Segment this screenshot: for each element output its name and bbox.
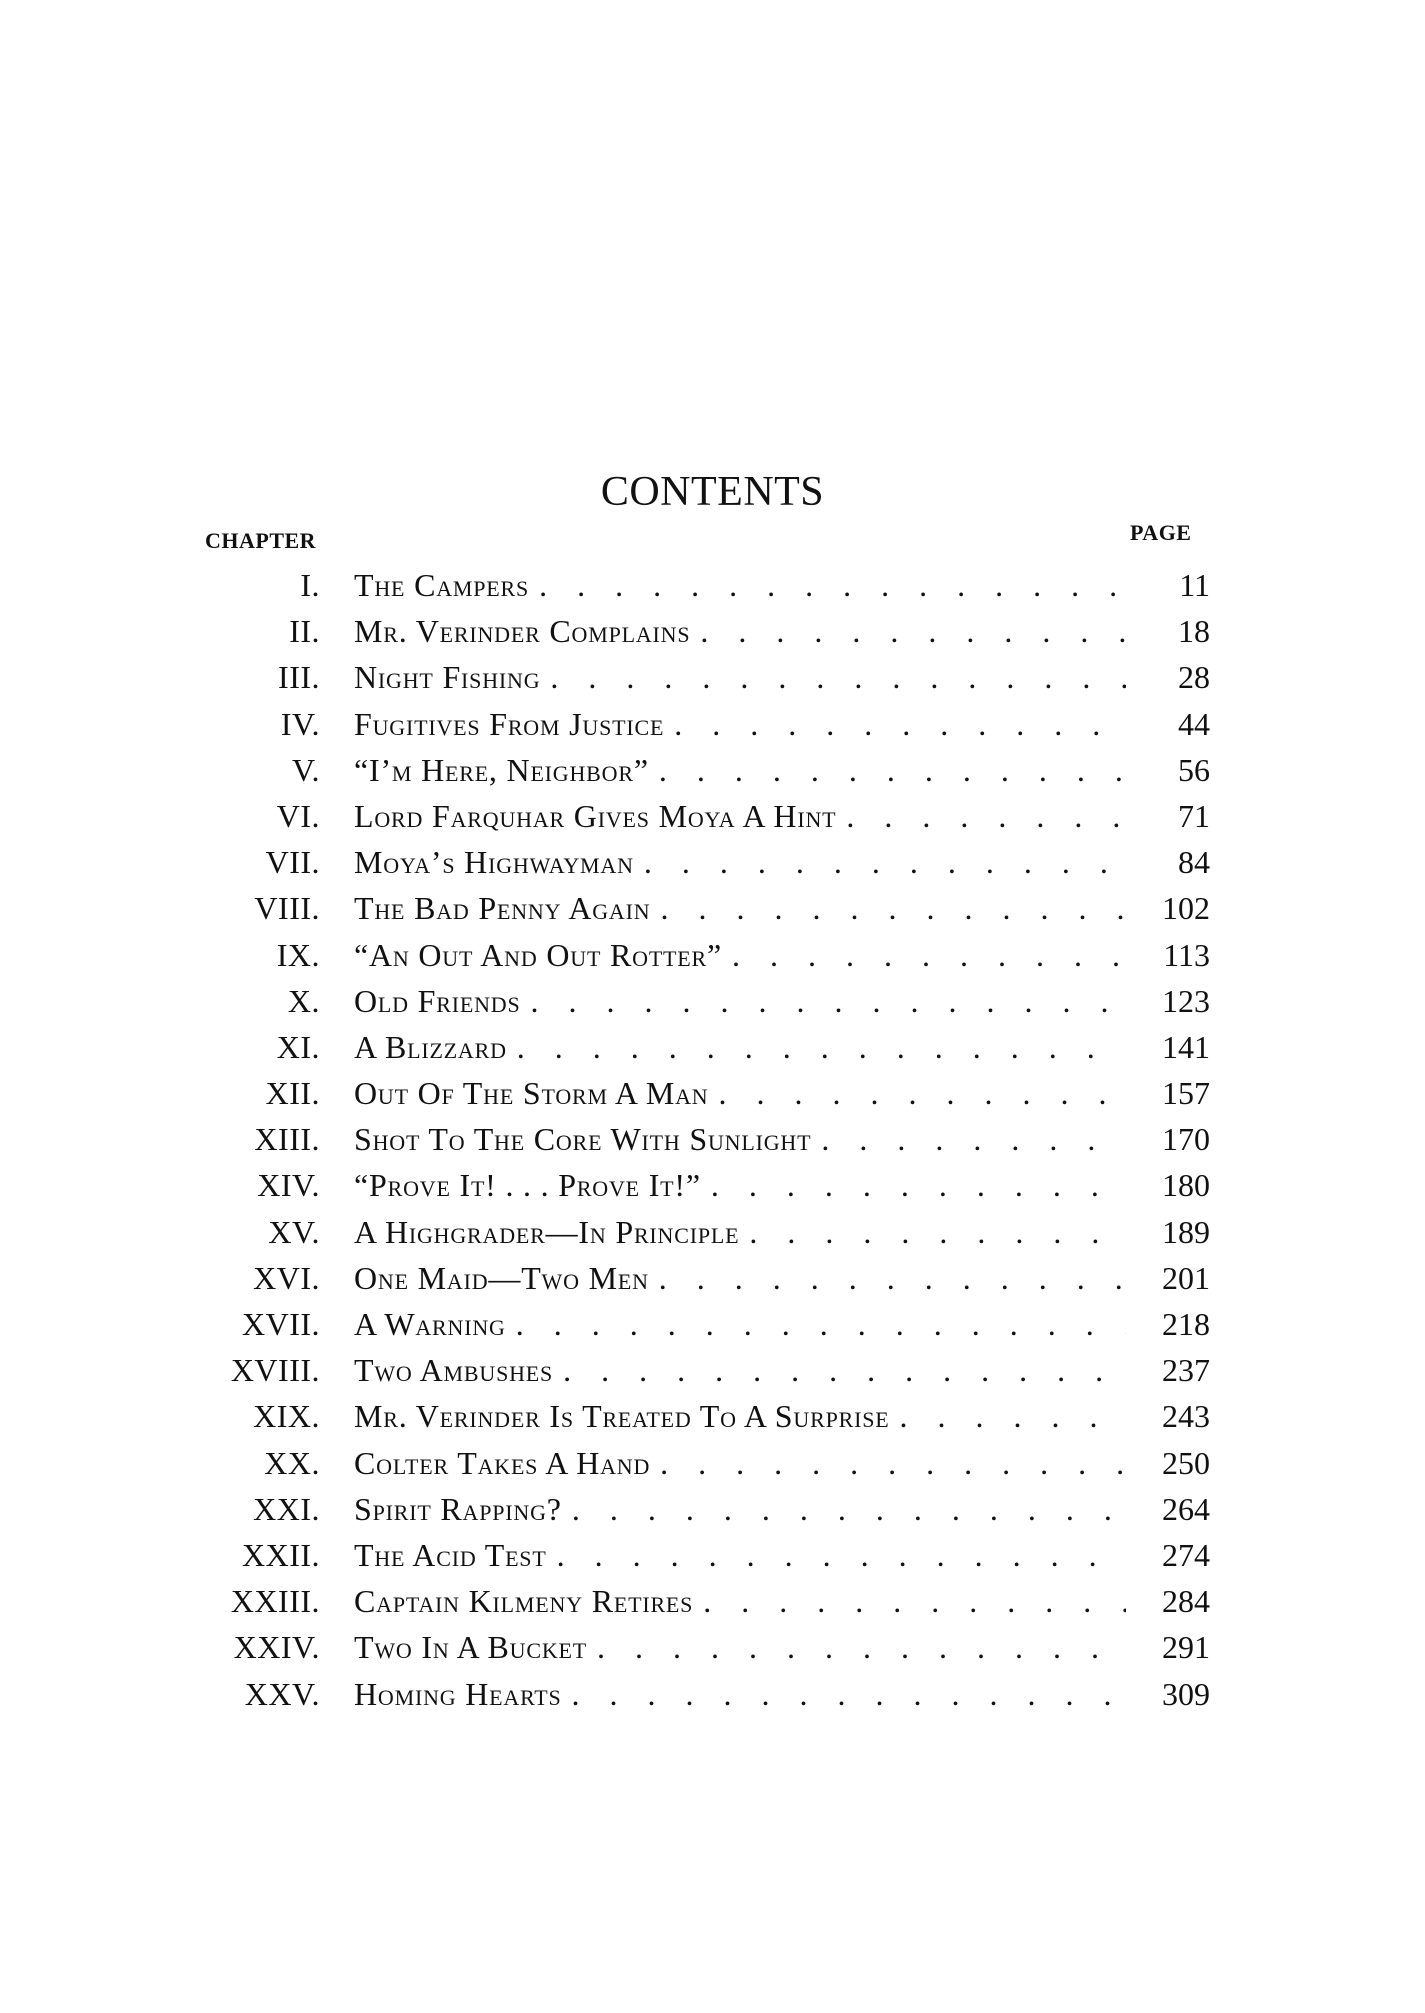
dot-leader bbox=[539, 562, 1126, 608]
chapter-page-number: 113 bbox=[1163, 936, 1210, 973]
chapter-numeral: I. bbox=[300, 567, 320, 603]
dot-leader bbox=[550, 654, 1126, 700]
chapter-page-number: 18 bbox=[1178, 613, 1210, 650]
dot-leader bbox=[821, 1116, 1126, 1162]
chapter-page-number: 291 bbox=[1162, 1629, 1210, 1666]
chapter-page-number: 28 bbox=[1178, 659, 1210, 696]
toc-row bbox=[0, 1301, 1425, 1347]
chapter-page-number: 71 bbox=[1178, 797, 1210, 834]
toc-row bbox=[0, 1162, 1425, 1208]
chapter-numeral: XVI. bbox=[253, 1259, 320, 1296]
chapter-title: Colter Takes A Hand bbox=[354, 1444, 651, 1481]
chapter-title: A Warning bbox=[354, 1306, 506, 1342]
toc-row bbox=[0, 1393, 1425, 1439]
chapter-numeral: X. bbox=[287, 982, 320, 1019]
chapter-numeral: IV. bbox=[280, 705, 320, 742]
toc-row bbox=[0, 747, 1425, 793]
dot-leader bbox=[597, 1624, 1126, 1670]
chapter-title: One Maid—Two Men bbox=[354, 1259, 649, 1296]
chapter-page-number: 201 bbox=[1162, 1259, 1210, 1296]
chapter-page-number: 123 bbox=[1162, 982, 1210, 1019]
dot-leader bbox=[660, 1440, 1126, 1486]
toc-row bbox=[0, 1532, 1425, 1578]
chapter-page-number: 243 bbox=[1162, 1398, 1210, 1435]
toc-row bbox=[0, 1209, 1425, 1255]
chapter-numeral: XXIII. bbox=[230, 1583, 320, 1620]
chapter-numeral: VIII. bbox=[254, 890, 320, 927]
chapter-numeral: XXIV. bbox=[233, 1629, 320, 1666]
chapter-title: Moya’s Highwayman bbox=[354, 844, 634, 881]
dot-leader bbox=[659, 747, 1126, 793]
dot-leader bbox=[517, 1024, 1126, 1070]
toc-row bbox=[0, 654, 1425, 700]
chapter-page-number: 102 bbox=[1162, 890, 1210, 927]
chapter-numeral: XVIII. bbox=[230, 1352, 320, 1389]
chapter-page-number: 274 bbox=[1162, 1536, 1210, 1573]
chapter-title: Fugitives From Justice bbox=[354, 705, 665, 742]
chapter-page-number: 237 bbox=[1162, 1352, 1210, 1389]
toc-row bbox=[0, 1578, 1425, 1624]
chapter-numeral: XI. bbox=[276, 1028, 320, 1065]
toc-row bbox=[0, 839, 1425, 885]
chapter-numeral: XX. bbox=[264, 1444, 320, 1481]
dot-leader bbox=[557, 1532, 1126, 1578]
dot-leader bbox=[644, 839, 1126, 885]
chapter-page-number: 11 bbox=[1179, 567, 1210, 603]
dot-leader bbox=[659, 1255, 1126, 1301]
toc-row bbox=[0, 701, 1425, 747]
chapter-numeral: XIX. bbox=[253, 1398, 320, 1435]
dot-leader bbox=[899, 1393, 1126, 1439]
dot-leader bbox=[674, 701, 1126, 747]
toc-row bbox=[0, 885, 1425, 931]
chapter-page-number: 56 bbox=[1178, 751, 1210, 788]
chapter-title: Two Ambushes bbox=[354, 1352, 554, 1389]
chapter-title: Shot To The Core With Sunlight bbox=[354, 1121, 812, 1158]
dot-leader bbox=[846, 793, 1126, 839]
chapter-page-number: 44 bbox=[1178, 705, 1210, 742]
chapter-page-number: 264 bbox=[1162, 1490, 1210, 1527]
chapter-title: Night Fishing bbox=[354, 659, 541, 696]
chapter-numeral: XIV. bbox=[257, 1167, 320, 1204]
chapter-numeral: XXI. bbox=[253, 1490, 320, 1527]
chapter-numeral: VI. bbox=[276, 797, 320, 834]
toc-row bbox=[0, 1671, 1425, 1717]
chapter-numeral: XII. bbox=[265, 1075, 320, 1112]
page-title: CONTENTS bbox=[600, 469, 825, 515]
dot-leader bbox=[530, 978, 1126, 1024]
chapter-title: A Blizzard bbox=[354, 1028, 507, 1065]
toc-row bbox=[0, 1440, 1425, 1486]
chapter-numeral: VII. bbox=[265, 844, 320, 881]
chapter-title: “I’m Here, Neighbor” bbox=[354, 751, 649, 788]
chapter-title: Spirit Rapping? bbox=[354, 1490, 562, 1527]
toc-row bbox=[0, 1486, 1425, 1532]
chapter-title: Lord Farquhar Gives Moya A Hint bbox=[354, 797, 837, 834]
chapter-title: Captain Kilmeny Retires bbox=[354, 1583, 694, 1620]
page-column-header: PAGE bbox=[1130, 520, 1192, 545]
chapter-numeral: XV. bbox=[268, 1213, 320, 1250]
toc-row bbox=[0, 932, 1425, 978]
chapter-page-number: 84 bbox=[1178, 844, 1210, 881]
chapter-numeral: XIII. bbox=[254, 1121, 320, 1158]
chapter-title: The Campers bbox=[354, 567, 530, 603]
dot-leader bbox=[732, 932, 1126, 978]
chapter-title: Mr. Verinder Is Treated To A Surprise bbox=[354, 1398, 890, 1435]
toc-row bbox=[0, 978, 1425, 1024]
chapter-numeral: XXV. bbox=[244, 1675, 320, 1712]
dot-leader bbox=[660, 885, 1126, 931]
dot-leader bbox=[749, 1209, 1126, 1255]
dot-leader bbox=[718, 1070, 1126, 1116]
chapter-numeral: II. bbox=[289, 613, 320, 650]
toc-row bbox=[0, 1255, 1425, 1301]
chapter-title: Old Friends bbox=[354, 982, 521, 1019]
chapter-numeral: IX. bbox=[276, 936, 320, 973]
chapter-title: A Highgrader—In Principle bbox=[354, 1213, 740, 1250]
chapter-title: Mr. Verinder Complains bbox=[354, 613, 691, 650]
chapter-numeral: III. bbox=[278, 659, 320, 696]
toc-row bbox=[0, 1116, 1425, 1162]
chapter-title: Homing Hearts bbox=[354, 1675, 562, 1712]
chapter-page-number: 157 bbox=[1162, 1075, 1210, 1112]
toc-row bbox=[0, 1070, 1425, 1116]
table-of-contents bbox=[0, 562, 1425, 1717]
chapter-title: Two In A Bucket bbox=[354, 1629, 587, 1666]
toc-row bbox=[0, 1624, 1425, 1670]
toc-row bbox=[0, 562, 1425, 608]
toc-row bbox=[0, 793, 1425, 839]
chapter-page-number: 250 bbox=[1162, 1444, 1210, 1481]
chapter-title: The Bad Penny Again bbox=[354, 890, 651, 927]
chapter-page-number: 309 bbox=[1162, 1675, 1210, 1712]
toc-row bbox=[0, 608, 1425, 654]
chapter-title: “An Out And Out Rotter” bbox=[354, 936, 723, 973]
toc-row bbox=[0, 1024, 1425, 1070]
chapter-page-number: 180 bbox=[1162, 1167, 1210, 1204]
chapter-page-number: 141 bbox=[1162, 1028, 1210, 1065]
chapter-numeral: V. bbox=[292, 751, 320, 788]
dot-leader bbox=[711, 1162, 1126, 1208]
chapter-numeral: XXII. bbox=[241, 1536, 320, 1573]
dot-leader bbox=[700, 608, 1126, 654]
dot-leader bbox=[516, 1301, 1126, 1347]
chapter-numeral: XVII. bbox=[241, 1306, 320, 1342]
dot-leader bbox=[563, 1347, 1126, 1393]
chapter-title: Out Of The Storm A Man bbox=[354, 1075, 709, 1112]
dot-leader bbox=[703, 1578, 1126, 1624]
chapter-title: “Prove It! . . . Prove It!” bbox=[354, 1167, 701, 1204]
chapter-page-number: 170 bbox=[1162, 1121, 1210, 1158]
dot-leader bbox=[572, 1671, 1126, 1717]
chapter-page-number: 218 bbox=[1162, 1306, 1210, 1342]
dot-leader bbox=[572, 1486, 1126, 1532]
chapter-page-number: 189 bbox=[1162, 1213, 1210, 1250]
chapter-title: The Acid Test bbox=[354, 1536, 547, 1573]
chapter-page-number: 284 bbox=[1162, 1583, 1210, 1620]
toc-row bbox=[0, 1347, 1425, 1393]
chapter-column-header: CHAPTER bbox=[205, 528, 317, 553]
